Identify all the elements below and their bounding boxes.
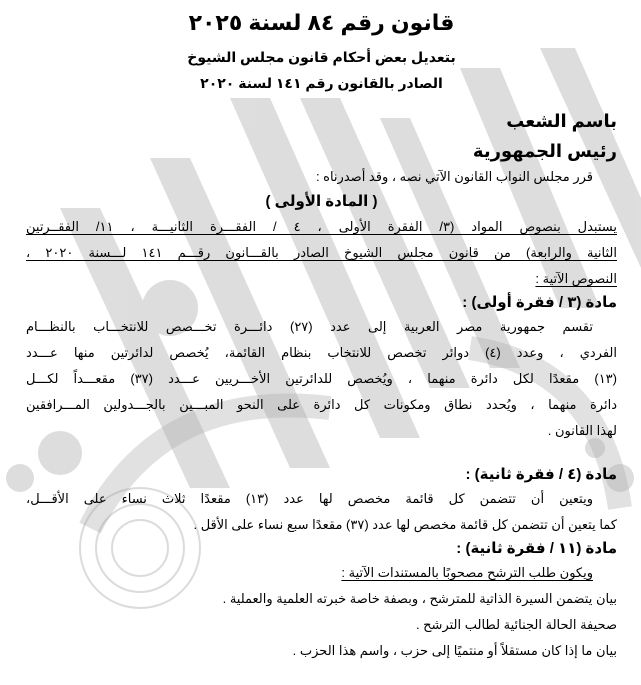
- required-document-item: صحيفة الحالة الجنائية لطالب الترشح .: [415, 617, 617, 632]
- article-one-intro-line: [26, 266, 617, 292]
- president-heading: رئيس الجمهورية: [472, 141, 617, 161]
- section-heading-article-3: مادة (٣ / فقرة أولى) :: [462, 294, 617, 311]
- section-body-article-3: [26, 314, 617, 444]
- section-body-article-11: [26, 560, 617, 664]
- body-line: الفردي ، وعدد (٤) دوائر تخصص للانتخاب بنظام القائمة، يُخصص لدائرتين منها عـــدد: [26, 345, 617, 360]
- body-line: دائرة منهما ، ويُحدد نطاق ومكونات كل دائرة على النحو المبـــين بالجـــدولين المـــرافقين: [26, 397, 617, 412]
- document-page: [0, 8, 641, 664]
- documents-intro: ويكون طلب الترشح مصحوبًا بالمستندات الآتية :: [341, 565, 593, 580]
- law-subtitle-line1: بتعديل بعض أحكام قانون مجلس الشيوخ: [187, 49, 456, 65]
- documents-intro-line: [26, 560, 617, 586]
- section-heading-article-11: مادة (١١ / فقرة ثانية) :: [456, 540, 617, 557]
- article-one-heading: ( المادة الأولى ): [265, 193, 378, 210]
- required-document-item: بيان ما إذا كان مستقلاً أو منتميًا إلى حزب ، واسم هذا الحزب .: [292, 643, 617, 658]
- law-subtitle-line2: الصادر بالقانون رقم ١٤١ لسنة ٢٠٢٠: [200, 75, 443, 91]
- body-line: (١٣) مقعدًا لكل دائرة منهما ، ويُخصص للدائرتين الأخـــريين عـــدد (٣٧) مقعـــداً لكـــل: [26, 371, 617, 386]
- preamble: قرر مجلس النواب القانون الآتي نصه ، وقد أصدرناه :: [315, 169, 593, 184]
- body-line: كما يتعين أن تتضمن كل قائمة مخصص لها عدد (٣٧) مقعدًا سبع نساء على الأقل .: [193, 517, 617, 532]
- section-heading-article-4: مادة (٤ / فقرة ثانية) :: [465, 466, 617, 483]
- article-one-intro: [26, 214, 617, 292]
- law-title: قانون رقم ٨٤ لسنة ٢٠٢٥: [188, 10, 455, 35]
- required-document-item: بيان يتضمن السيرة الذاتية للمترشح ، وبصفة خاصة خبرته العلمية والعملية .: [222, 591, 617, 606]
- section-body-article-4: [26, 486, 617, 538]
- article-one-intro-line: الثانية والرابعة) من قانون مجلس الشيوخ الصادر بالقـــانون رقـــم ١٤١ لـــسنة ٢٠٢٠ ،: [26, 245, 617, 260]
- body-line: لهذا القانون .: [547, 423, 617, 438]
- article-one-intro-line: يستبدل بنصوص المواد (٣/ الفقرة الأولى ، ٤ / الفقـــرة الثانيـــة ، ١١/ الفقــرتين: [26, 219, 617, 234]
- new-texts-label: النصوص الآتية :: [535, 271, 617, 286]
- in-the-name-of-people: باسم الشعب: [506, 111, 617, 131]
- body-line: تقسم جمهورية مصر العربية إلى عدد (٢٧) دائـــرة تخـــصص للانتخـــاب بالنظـــام: [26, 319, 593, 334]
- body-line: ويتعين أن تتضمن كل قائمة مخصص لها عدد (١٣) مقعدًا ثلاث نساء على الأقـــل،: [26, 491, 594, 506]
